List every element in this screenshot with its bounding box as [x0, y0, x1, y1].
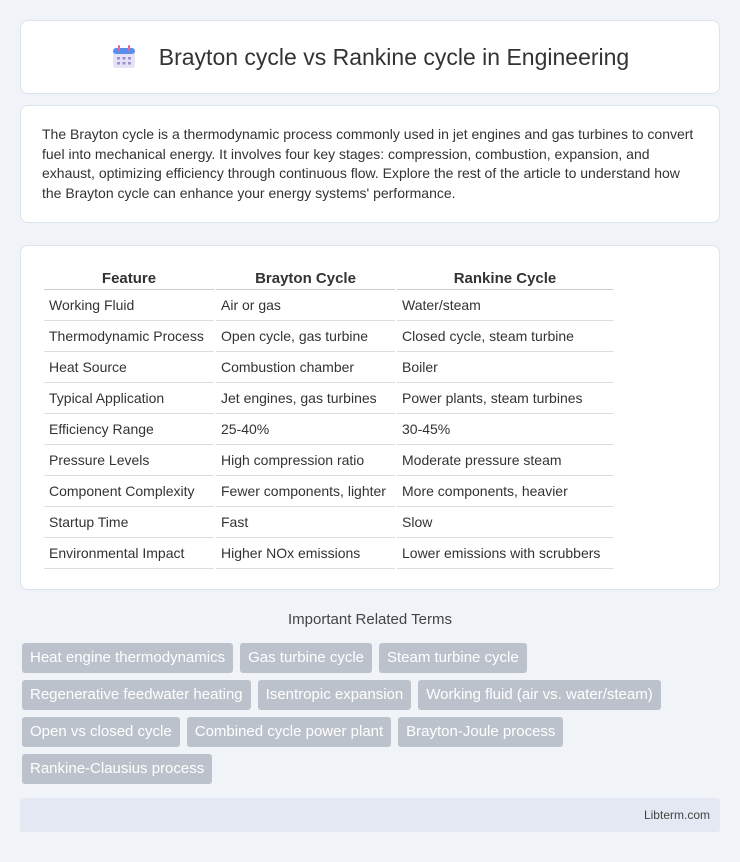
table-row [44, 414, 613, 445]
related-term-tag[interactable]: Rankine-Clausius process [22, 754, 212, 784]
related-terms-list [22, 643, 722, 784]
table-cell: Fast [216, 507, 395, 538]
table-row [44, 538, 613, 569]
table-cell: Thermodynamic Process [44, 321, 214, 352]
table-cell: Closed cycle, steam turbine [397, 321, 613, 352]
table-cell: Component Complexity [44, 476, 214, 507]
table-cell: Startup Time [44, 507, 214, 538]
column-header: Brayton Cycle [216, 266, 395, 290]
table-cell: 30-45% [397, 414, 613, 445]
table-cell: Combustion chamber [216, 352, 395, 383]
table-row [44, 507, 613, 538]
related-term-tag[interactable]: Steam turbine cycle [379, 643, 527, 673]
table-row [44, 290, 613, 321]
related-terms-heading: Important Related Terms [288, 611, 452, 628]
comparison-card [20, 245, 720, 590]
table-cell: Water/steam [397, 290, 613, 321]
table-cell: Jet engines, gas turbines [216, 383, 395, 414]
footer [20, 798, 720, 832]
table-cell: Working Fluid [44, 290, 214, 321]
table-row [44, 383, 613, 414]
table-cell: Efficiency Range [44, 414, 214, 445]
comparison-table [42, 266, 615, 569]
table-cell: Heat Source [44, 352, 214, 383]
column-header: Feature [44, 266, 214, 290]
table-header-row [44, 266, 613, 290]
table-cell: Boiler [397, 352, 613, 383]
table-cell: Pressure Levels [44, 445, 214, 476]
intro-card [20, 105, 720, 223]
table-cell: Moderate pressure steam [397, 445, 613, 476]
related-term-tag[interactable]: Isentropic expansion [258, 680, 412, 710]
table-cell: Slow [397, 507, 613, 538]
related-term-tag[interactable]: Combined cycle power plant [187, 717, 391, 747]
related-term-tag[interactable]: Regenerative feedwater heating [22, 680, 251, 710]
table-cell: High compression ratio [216, 445, 395, 476]
footer-site-link[interactable]: Libterm.com [643, 808, 710, 822]
table-row [44, 321, 613, 352]
table-cell: Open cycle, gas turbine [216, 321, 395, 352]
related-term-tag[interactable]: Working fluid (air vs. water/steam) [418, 680, 660, 710]
calendar-icon [111, 44, 137, 70]
table-cell: Environmental Impact [44, 538, 214, 569]
intro-paragraph: The Brayton cycle is a thermodynamic process commonly used in jet engines and gas turbines to convert fuel into mechanical energy. It involves four key stages: compression, combustion, expansion, and exhaust, optimizing efficiency through continuous flow. Explore the rest of the article to understand how the Brayton cycle can enhance your energy systems' performance. [42, 126, 694, 201]
table-row [44, 352, 613, 383]
table-cell: Fewer components, lighter [216, 476, 395, 507]
table-cell: 25-40% [216, 414, 395, 445]
table-row [44, 476, 613, 507]
related-term-tag[interactable]: Brayton-Joule process [398, 717, 563, 747]
column-header: Rankine Cycle [397, 266, 613, 290]
table-cell: Higher NOx emissions [216, 538, 395, 569]
table-cell: More components, heavier [397, 476, 613, 507]
table-cell: Power plants, steam turbines [397, 383, 613, 414]
table-row [44, 445, 613, 476]
related-term-tag[interactable]: Open vs closed cycle [22, 717, 180, 747]
related-term-tag[interactable]: Heat engine thermodynamics [22, 643, 233, 673]
related-term-tag[interactable]: Gas turbine cycle [240, 643, 372, 673]
page-title: Brayton cycle vs Rankine cycle in Engineering [158, 43, 630, 70]
title-card [20, 20, 720, 94]
table-cell: Typical Application [44, 383, 214, 414]
table-cell: Lower emissions with scrubbers [397, 538, 613, 569]
table-cell: Air or gas [216, 290, 395, 321]
